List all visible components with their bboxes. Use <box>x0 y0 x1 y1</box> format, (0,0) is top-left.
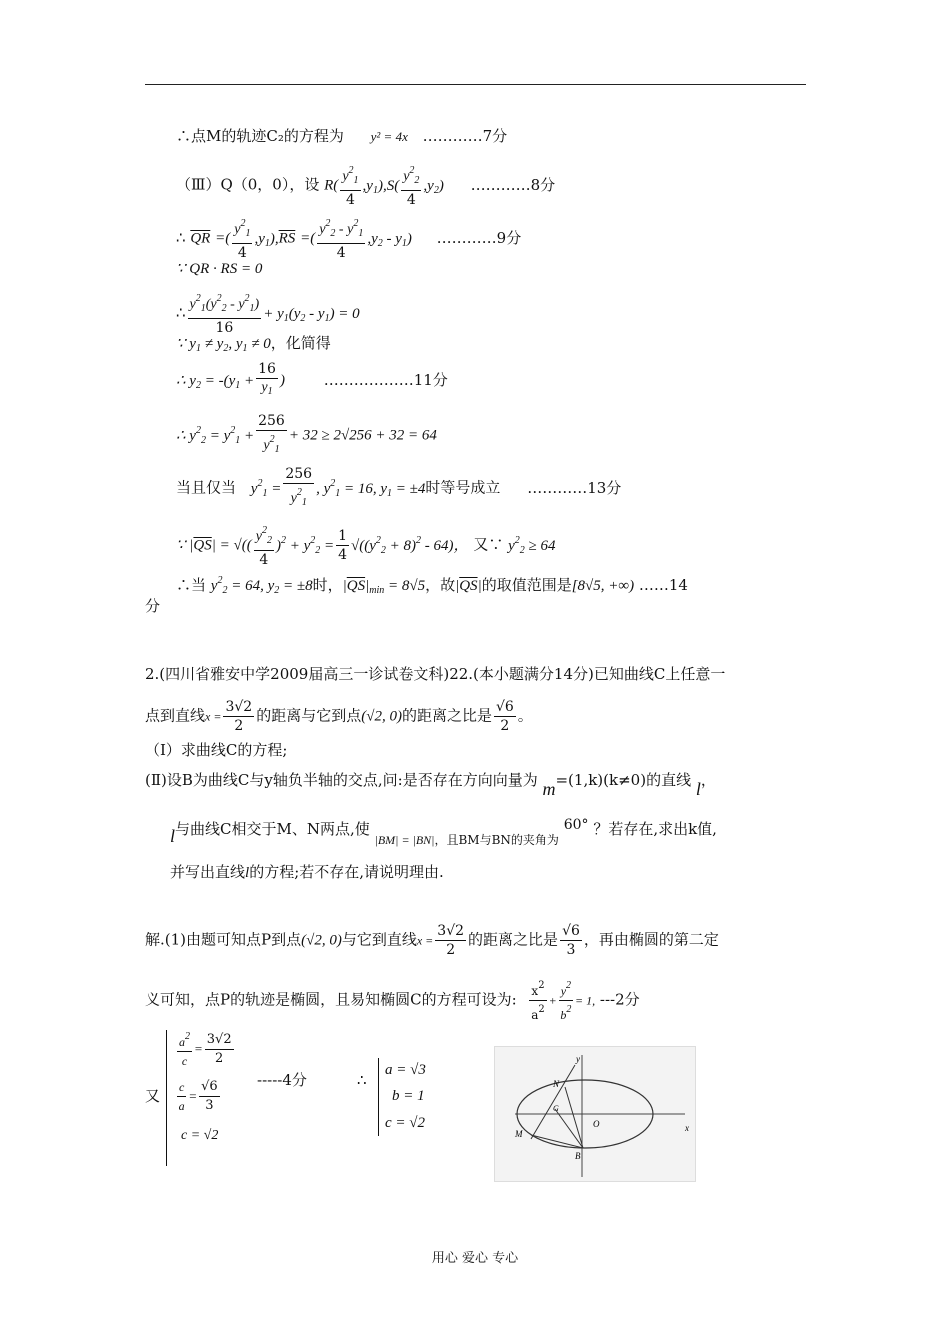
text: 的距离与它到点 <box>256 706 362 725</box>
text: ∴点M的轨迹C₂的方程为 <box>176 127 344 145</box>
text: 的方程;若不存在,请说明理由. <box>249 863 444 881</box>
solution-line-vectors: ∴ $\overline{QR}$ =( $\frac{y^2_1}{4}$ $,y_1),\overline{RS}$ =( $\frac{y^2_2 - y^2_1}{4}$ $,y_2 - y_1$) …………9分 <box>176 215 521 262</box>
solution-line-qs: ∵ $|\overline{QS}|$ = √(( $\frac{y^2_2}{4}$ )$^2 + y^2_2$ = $\frac{1}{4}$ $√((y^2_2 + 8)^2 - 64)$， 又∵ $y^2_2 \ge 64$ <box>176 522 556 569</box>
solution-line-equality: 当且仅当 $y^2_1$ = $\frac{256}{y^2_1}$ , $y^2_1 = 16$, $y_1 = \pm 4$时等号成立 …………13分 <box>176 466 622 508</box>
header-rule <box>145 84 806 85</box>
text: （Ⅲ）Q（0，0），设 <box>176 175 320 194</box>
text: 的距离之比是 <box>401 706 492 725</box>
text: ，再由椭圆的第二定 <box>583 930 719 949</box>
segment-bn <box>565 1087 583 1148</box>
text: 又 <box>145 1087 161 1105</box>
result-eq-1: a = √3 <box>385 1062 426 1078</box>
left-brace <box>166 1030 167 1166</box>
equation: ∵ QR · RS = 0 <box>176 261 263 277</box>
ellipse-diagram <box>495 1047 695 1181</box>
therefore-sign <box>357 1070 367 1090</box>
text: 义可知，点P的轨迹是椭圆，且易知椭圆C的方程可设为: <box>145 990 517 1009</box>
text: 2.(四川省雅安中学2009届高三一诊试卷文科)22.(本小题满分14分)已知曲线C上任意一 <box>145 665 726 683</box>
label-g: G <box>553 1104 559 1113</box>
problem2-part2-line3: 并写出直线l的方程;若不存在,请说明理由. <box>170 863 444 881</box>
text: 时等号成立 <box>425 478 501 497</box>
score: …………13分 <box>527 478 622 497</box>
score-4 <box>257 1070 307 1090</box>
text: 又∵ <box>473 535 504 554</box>
solution-line-trajectory <box>176 126 507 147</box>
score: ……14 <box>638 576 688 594</box>
text: (Ⅱ)设B为曲线C与y轴负半轴的交点,问:是否存在方向向量为 <box>145 771 538 789</box>
result-eq-3: c = √2 <box>385 1115 426 1131</box>
solution-line-score-wrap <box>145 596 160 616</box>
page-footer: 用心 爱心 专心 <box>431 1251 519 1266</box>
result-eq-2: b = 1 <box>392 1088 425 1104</box>
equation: y² = 4x <box>370 129 408 144</box>
label-x: x <box>685 1123 689 1133</box>
text: 60° <box>563 817 589 833</box>
text: （Ⅰ）求曲线C的方程; <box>145 741 288 759</box>
text: ∴ <box>357 1071 367 1089</box>
system-eq-3: c = √2 <box>181 1128 219 1143</box>
problem2-part1 <box>145 740 287 760</box>
text: 当且仅当 <box>176 478 237 497</box>
text: 。 <box>517 706 533 725</box>
solution2-line2: 义可知，点P的轨迹是椭圆，且易知椭圆C的方程可设为: $\frac{x^2}{a^2}$ + $\frac{y^2}{b^2}$ = 1, ---2分 <box>145 977 640 1024</box>
solution2-you <box>145 1086 160 1106</box>
score: ---2分 <box>599 990 640 1009</box>
score: ………………11分 <box>323 370 448 389</box>
text: 时， <box>312 576 343 594</box>
label-m: M <box>515 1129 523 1139</box>
text: 点到直线 <box>145 706 206 725</box>
text: ，且BM与BN的夹角为 <box>434 833 559 847</box>
problem2-line2: 点到直线x = $\frac{3√2}{2}$ 的距离与它到点(√2, 0)的距离之比是 $\frac{√6}{2}$ 。 <box>145 699 533 734</box>
ellipse-figure <box>494 1046 696 1182</box>
solution-line-y2: ∴ $y_2 = -(y_1$ + $\frac{16}{y_1}$ ) ………………11分 <box>176 361 448 397</box>
solution-line-expand: ∴ $\frac{y^2_1(y^2_2 - y^2_1)}{16}$ + $y_1(y_2 - y_1) = 0$ <box>176 290 360 337</box>
solution-line-setup: （Ⅲ）Q（0，0），设 R( $\frac{y^2_1}{4}$ $,y_1),S$( $\frac{y^2_2}{4}$ $,y_2$) …………8分 <box>176 162 555 209</box>
text: 与它到直线 <box>341 930 417 949</box>
problem2-line1 <box>145 664 725 684</box>
text: ，故 <box>425 576 456 594</box>
text: 与曲线C相交于M、N两点,使 <box>175 820 370 838</box>
solution-line-inequality: ∴ $y^2_2 = y^2_1$ + $\frac{256}{y^2_1}$ + 32 ≥ 2√256 + 32 = 64 <box>176 413 437 455</box>
text: 分 <box>145 597 161 615</box>
text: 的距离之比是 <box>468 930 559 949</box>
solution-line-condition: ∵ $y_1 \ne y_2$, $y_1 \ne 0$，化简得 <box>176 334 331 354</box>
label-n: N <box>553 1079 560 1089</box>
text: 解.(1)由题可知点P到点 <box>145 930 302 949</box>
score: …………8分 <box>470 175 556 194</box>
right-brace <box>378 1058 379 1136</box>
problem2-part2: (Ⅱ)设B为曲线C与y轴负半轴的交点,问:是否存在方向向量为 m=(1,k)(k≠0)的直线 l， <box>145 771 716 799</box>
text: 的取值范围是 <box>481 576 572 594</box>
problem2-part2-line2: l与曲线C相交于M、N两点,使 $_{|BM| = |BN|,且BM与BN的夹角为}$ 60° ？若存在,求出k值, <box>170 817 717 847</box>
label-y: y <box>576 1054 580 1064</box>
score: …………7分 <box>422 127 508 145</box>
text: ∴当 <box>176 576 207 594</box>
solution-line-dot-product <box>176 258 262 279</box>
system-eq-2: $\frac{c}{a}$ = $\frac{√6}{3}$ <box>178 1079 218 1113</box>
text: =(1,k)(k≠0)的直线 <box>555 771 692 789</box>
solution-line-range: ∴当 $y^2_2 = 64$, $y_2 = \pm 8$时，$|\overline{QS}|_{min} = 8√5$，故$|\overline{QS}|$的取值范围是[8√5, +∞) ……14 <box>176 575 688 596</box>
text: ？若存在,求出k值, <box>593 820 717 838</box>
solution2-line1: 解.(1)由题可知点P到点(√2, 0)与它到直线x = $\frac{3√2}{2}$ 的距离之比是 $\frac{√6}{3}$ ，再由椭圆的第二定 <box>145 923 719 958</box>
text: ，化简得 <box>270 334 331 352</box>
label-o: O <box>593 1119 600 1129</box>
text: 并写出直线 <box>170 863 246 881</box>
system-eq-1: $\frac{a^2}{c}$ = $\frac{3√2}{2}$ <box>175 1028 236 1070</box>
score: …………9分 <box>436 228 522 247</box>
score: -----4分 <box>257 1071 307 1089</box>
label-b: B <box>575 1151 581 1161</box>
